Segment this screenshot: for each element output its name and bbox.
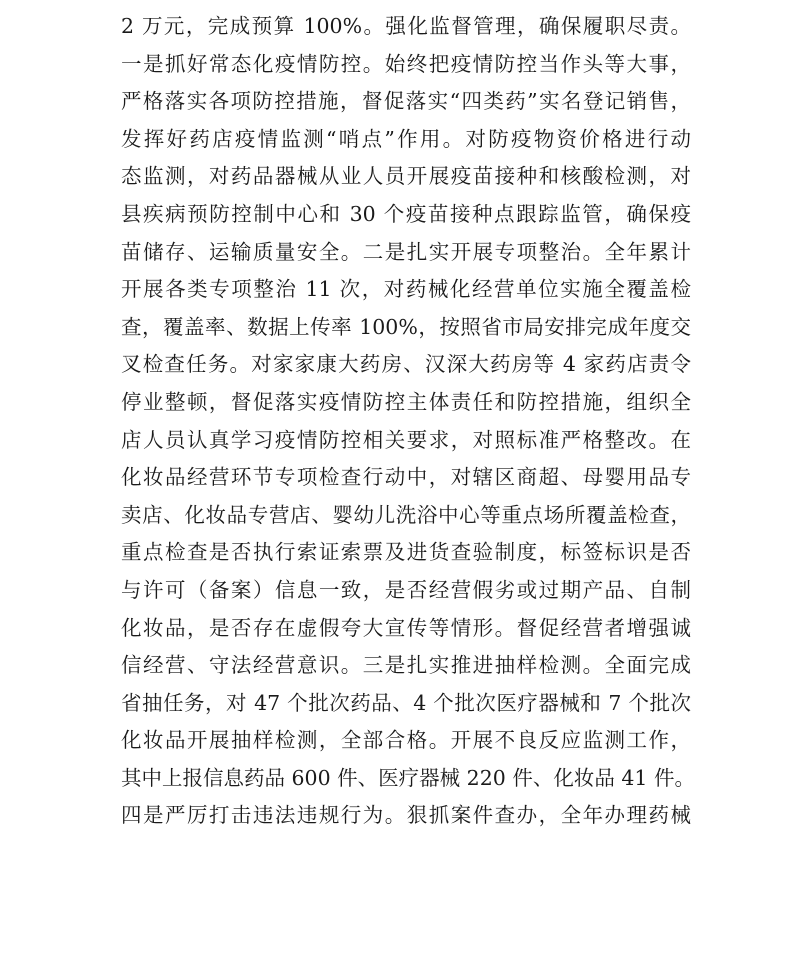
document-line: 四是严厉打击违法违规行为。狠抓案件查办，全年办理药械 [121,803,691,828]
document-line: 2 万元，完成预算 100%。强化监督管理，确保履职尽责。 [121,14,691,38]
document-line: 信经营、守法经营意识。三是扎实推进抽样检测。全面完成 [121,653,691,678]
document-line: 开展各类专项整治 11 次，对药械化经营单位实施全覆盖检 [121,277,691,302]
document-line: 其中上报信息药品 600 件、医疗器械 220 件、化妆品 41 件。 [121,765,695,790]
document-line: 店人员认真学习疫情防控相关要求，对照标准严格整改。在 [121,427,691,452]
document-line: 重点检查是否执行索证索票及进货查验制度，标签标识是否 [121,540,691,565]
document-line: 化妆品，是否存在虚假夸大宣传等情形。督促经营者增强诚 [121,615,691,640]
document-line: 化妆品经营环节专项检查行动中，对辖区商超、母婴用品专 [121,465,691,490]
document-line: 发挥好药店疫情监测“哨点”作用。对防疫物资价格进行动 [121,126,691,151]
document-line: 叉检查任务。对家家康大药房、汉深大药房等 4 家药店责令 [121,352,691,377]
document-line: 省抽任务，对 47 个批次药品、4 个批次医疗器械和 7 个批次 [121,690,691,715]
document-line: 与许可（备案）信息一致，是否经营假劣或过期产品、自制 [121,577,691,602]
document-line: 一是抓好常态化疫情防控。始终把疫情防控当作头等大事， [121,51,691,76]
document-line: 县疾病预防控制中心和 30 个疫苗接种点跟踪监管，确保疫 [121,201,691,226]
document-line: 苗储存、运输质量安全。二是扎实开展专项整治。全年累计 [121,239,691,264]
document-line: 态监测，对药品器械从业人员开展疫苗接种和核酸检测，对 [121,164,691,189]
document-line: 停业整顿，督促落实疫情防控主体责任和防控措施，组织全 [121,389,691,414]
document-line: 严格落实各项防控措施，督促落实“四类药”实名登记销售， [121,89,691,114]
document-body [121,8,695,835]
document-line: 化妆品开展抽样检测，全部合格。开展不良反应监测工作， [121,728,691,753]
document-line: 卖店、化妆品专营店、婴幼儿洗浴中心等重点场所覆盖检查， [121,502,691,527]
document-line: 查，覆盖率、数据上传率 100%，按照省市局安排完成年度交 [121,314,691,339]
